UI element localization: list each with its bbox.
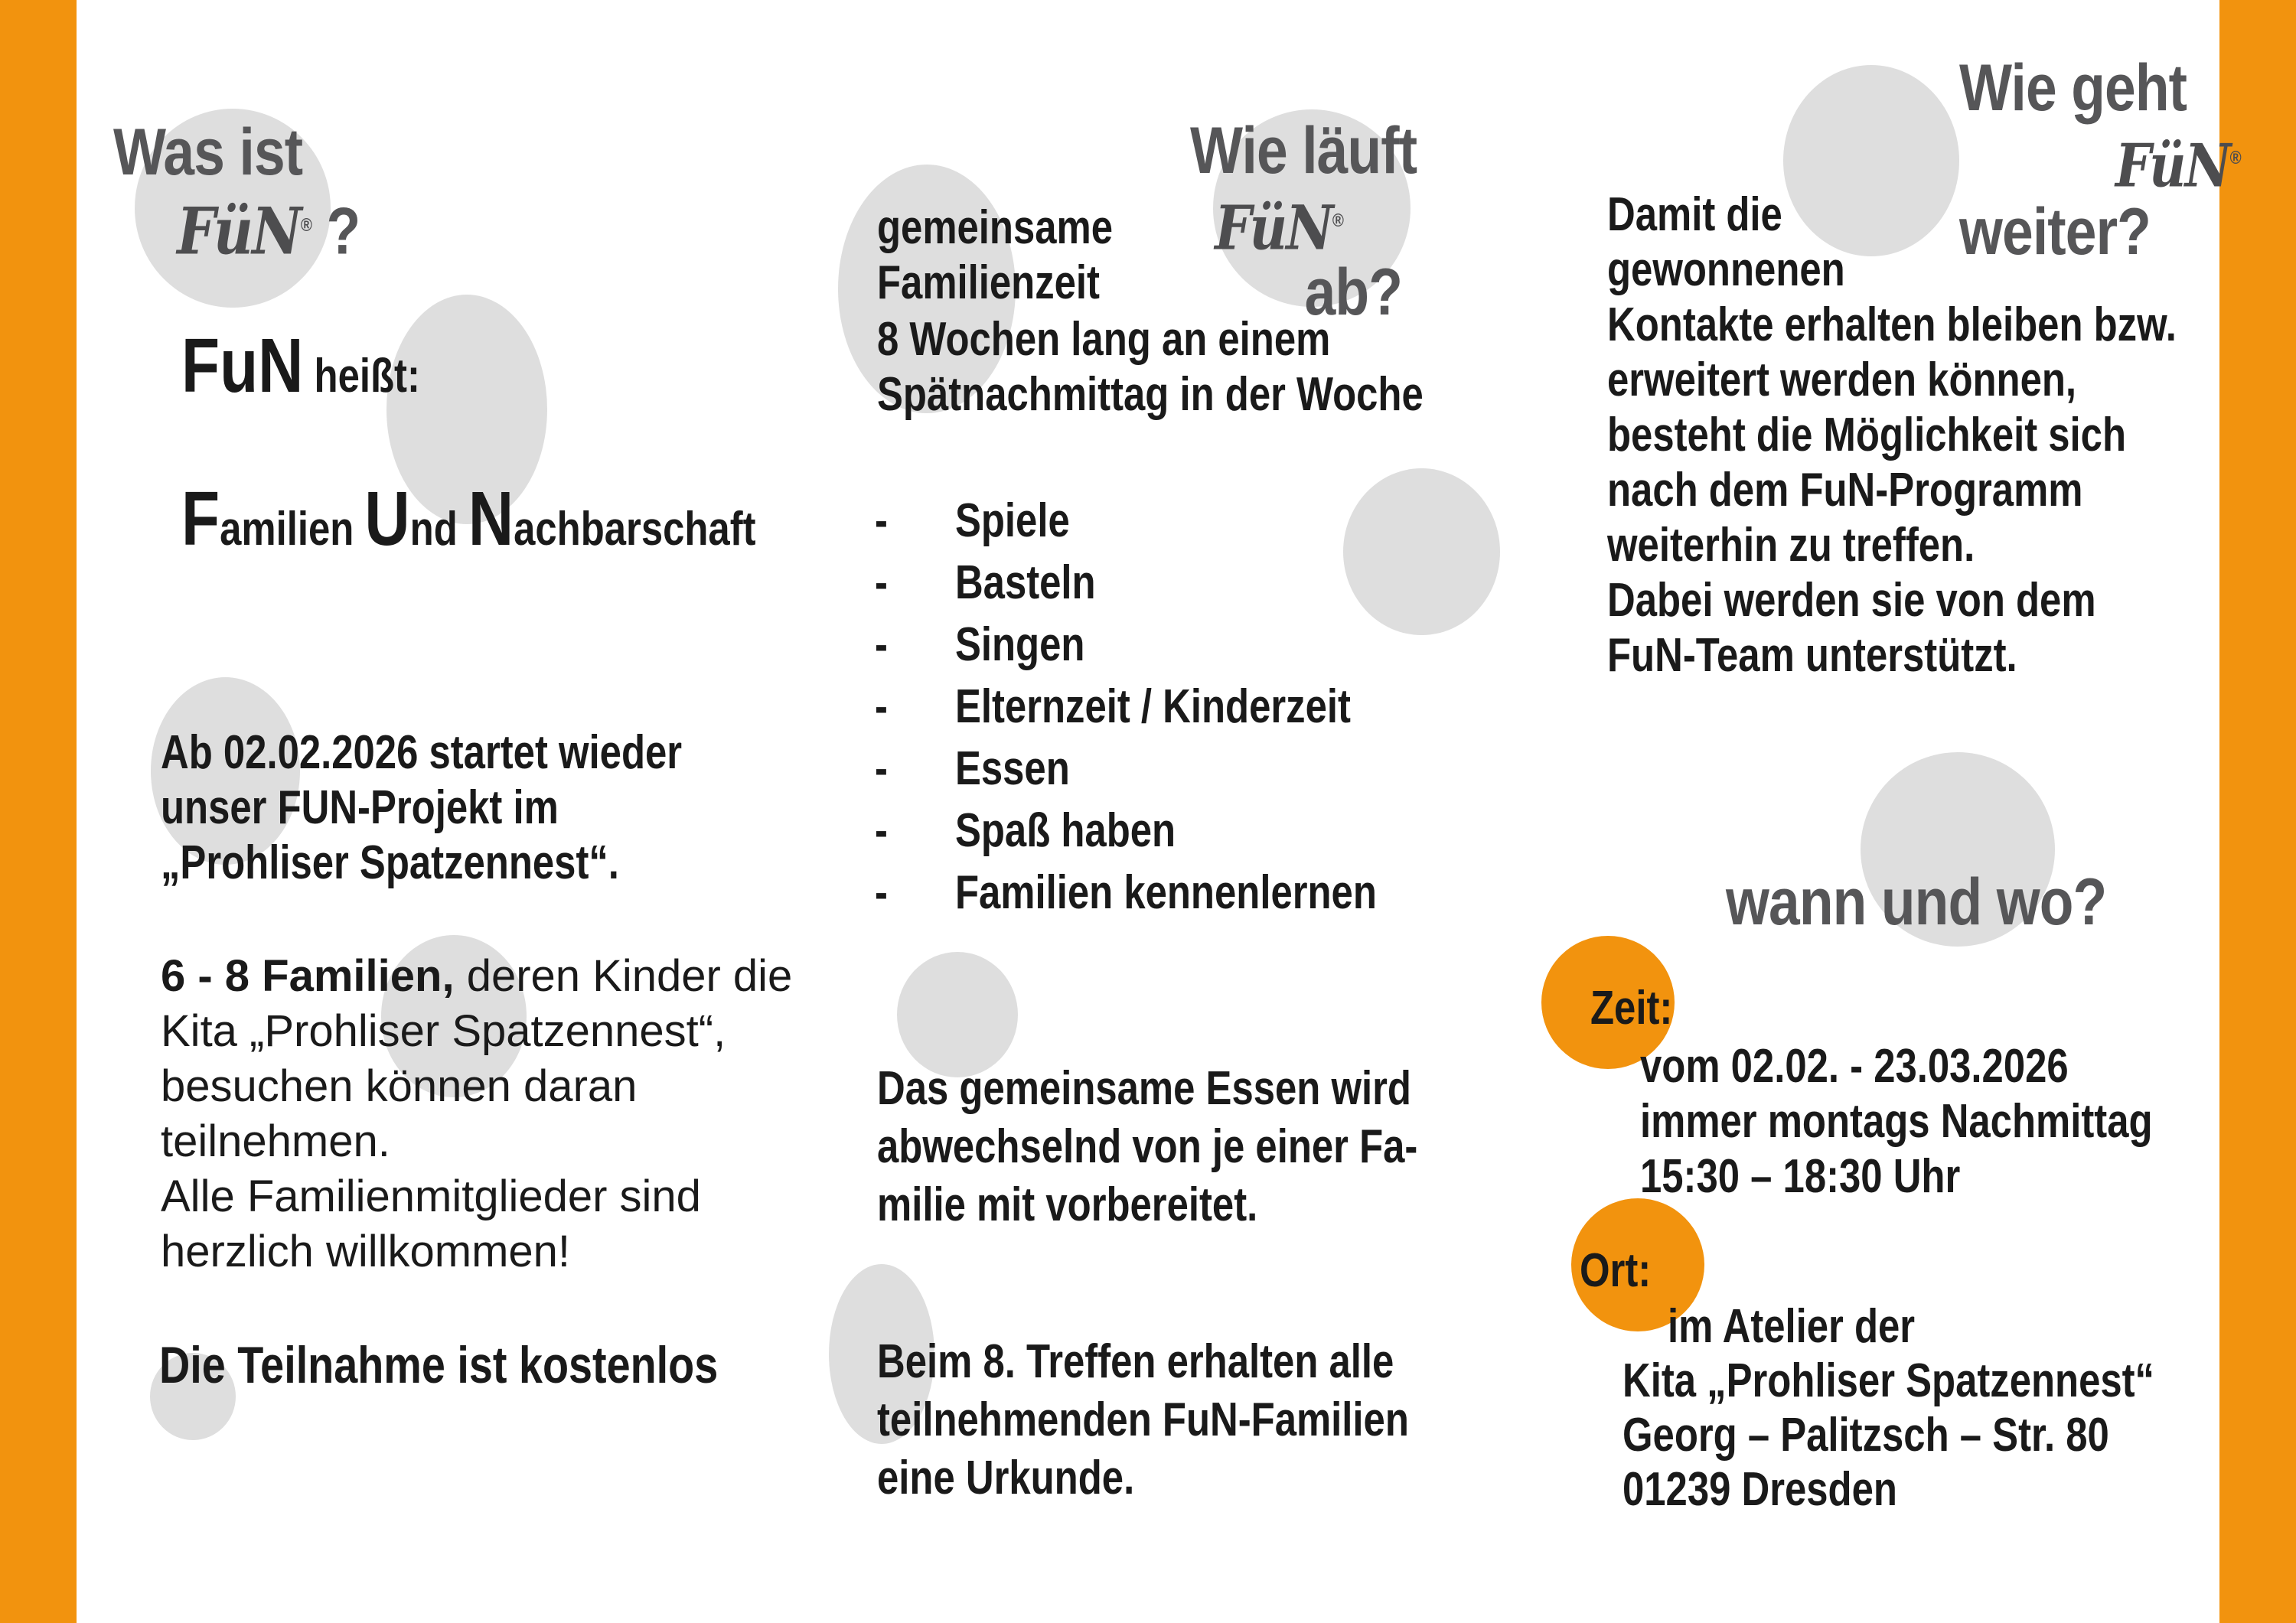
essen-paragraph [877, 1060, 1417, 1234]
activity-label: Basteln [954, 556, 1096, 609]
bullet-dash: - [875, 556, 888, 609]
heisst-word: heißt: [303, 350, 420, 402]
line: eine Urkunde. [877, 1452, 1135, 1504]
line: „Prohliser Spatzennest“. [161, 836, 619, 889]
line: 15:30 – 18:30 Uhr [1640, 1150, 1961, 1203]
line-rest: deren Kinder die [454, 951, 793, 1001]
line: 01239 Dresden [1623, 1463, 1897, 1516]
line: immer montags Nachmittag [1640, 1095, 2153, 1148]
initial-n: N [468, 476, 514, 562]
activity-label: Familien kennenlernen [954, 866, 1377, 919]
heading-wie-laeuft-fun-ab [1190, 114, 1417, 329]
word-rest: amilien [220, 503, 365, 556]
list-item [875, 862, 1377, 924]
bullet-dash: - [875, 680, 888, 733]
free-participation-line: Die Teilnahme ist kostenlos [159, 1336, 719, 1394]
registered-mark: ® [1332, 210, 1344, 231]
decor-circle-mid-small [897, 952, 1018, 1077]
activities-list [875, 490, 1377, 924]
familienzeit-paragraph [877, 200, 1113, 311]
line: vom 02.02. - 23.03.2026 [1640, 1040, 2069, 1093]
line: gewonnenen [1607, 243, 1845, 296]
line: besteht die Möglichkeit sich [1607, 409, 2126, 461]
line: nach dem FuN-Programm [1607, 464, 2083, 517]
line: herzlich willkommen! [161, 1227, 571, 1276]
activity-label: Spaß haben [954, 804, 1176, 857]
line: milie mit vorbereitet. [877, 1178, 1258, 1231]
line: erweitert werden können, [1607, 354, 2077, 406]
line: Das gemeinsame Essen wird [877, 1062, 1411, 1115]
line: Familienzeit [877, 256, 1100, 309]
line: Kontakte erhalten bleiben bzw. [1607, 298, 2177, 351]
line: unser FUN-Projekt im [161, 781, 559, 834]
line: Dabei werden sie von dem [1607, 574, 2096, 627]
fun-logo: FüN [2115, 131, 2230, 201]
activity-label: Singen [954, 618, 1085, 671]
fun-logo: FüN [1215, 191, 1332, 264]
line: Damit die [1607, 188, 1782, 241]
heading-wann-und-wo: wann und wo? [1726, 865, 2107, 939]
line: teilnehmen. [161, 1116, 390, 1166]
line: Georg – Palitzsch – Str. 80 [1623, 1409, 2109, 1462]
families-paragraph [161, 949, 792, 1279]
line: im Atelier der [1668, 1300, 1916, 1353]
heading-line: Was ist [113, 116, 303, 189]
list-item [875, 800, 1377, 862]
urkunde-paragraph [877, 1333, 1409, 1507]
line: FuN-Team unterstützt. [1607, 629, 2017, 682]
line: Spätnachmittag in der Woche [877, 368, 1424, 421]
heading-line-logo [113, 189, 360, 269]
bullet-dash: - [875, 866, 888, 919]
schedule-paragraph [877, 312, 1424, 422]
activity-label: Elternzeit / Kinderzeit [954, 680, 1351, 733]
registered-mark: ® [2229, 148, 2241, 168]
initial-f: F [181, 476, 220, 562]
bullet-dash: - [875, 618, 888, 671]
list-item [875, 552, 1377, 614]
fun-heisst-line [181, 323, 420, 409]
line: 8 Wochen lang an einem [877, 313, 1331, 366]
heading-line: Wie geht [1959, 51, 2187, 125]
project-start-paragraph [161, 725, 682, 891]
zeit-label: Zeit: [1590, 982, 1673, 1035]
registered-mark: ® [300, 215, 311, 236]
fun-expansion-line [181, 476, 756, 562]
list-item [875, 490, 1377, 552]
heading-line: Wie läuft [1190, 114, 1417, 187]
word-rest: achbarschaft [514, 503, 756, 556]
line: weiterhin zu treffen. [1607, 519, 1975, 572]
list-item [875, 738, 1377, 800]
bullet-dash: - [875, 742, 888, 795]
list-item [875, 676, 1377, 738]
activity-label: Spiele [954, 494, 1070, 547]
heading-was-ist-fun [113, 116, 360, 269]
decor-circle-heisst [386, 295, 547, 524]
question-mark: ? [326, 194, 360, 269]
fun-logo: FüN [177, 193, 301, 269]
ort-paragraph [1623, 1299, 2154, 1517]
fun-word: FuN [181, 323, 304, 409]
zeit-paragraph [1640, 1039, 2153, 1204]
line: gemeinsame [877, 201, 1114, 254]
line: Beim 8. Treffen erhalten alle [877, 1335, 1394, 1388]
initial-u: U [364, 476, 410, 562]
line: Alle Familienmitglieder sind [161, 1172, 701, 1221]
line: teilnehmenden FuN-Familien [877, 1393, 1409, 1446]
heading-line-logo [1190, 187, 1417, 262]
bullet-dash: - [875, 494, 888, 547]
left-accent-bar [0, 0, 77, 1623]
line: Kita „Prohliser Spatzennest“ [1623, 1354, 2154, 1407]
list-item [875, 614, 1377, 676]
line: Kita „Prohliser Spatzennest“, [161, 1006, 726, 1056]
families-count: 6 - 8 Familien, [161, 951, 455, 1001]
line: abwechselnd von je einer Fa- [877, 1120, 1418, 1173]
bullet-dash: - [875, 804, 888, 857]
heading-line: ab? [1304, 255, 1403, 329]
line: besuchen können daran [161, 1061, 638, 1111]
activity-label: Essen [954, 742, 1070, 795]
word-rest: nd [409, 503, 468, 556]
heading-line: weiter? [1959, 194, 2151, 269]
continuation-paragraph [1607, 187, 2177, 683]
ort-label: Ort: [1580, 1244, 1652, 1297]
line: Ab 02.02.2026 startet wieder [161, 726, 683, 779]
line [161, 949, 792, 1004]
